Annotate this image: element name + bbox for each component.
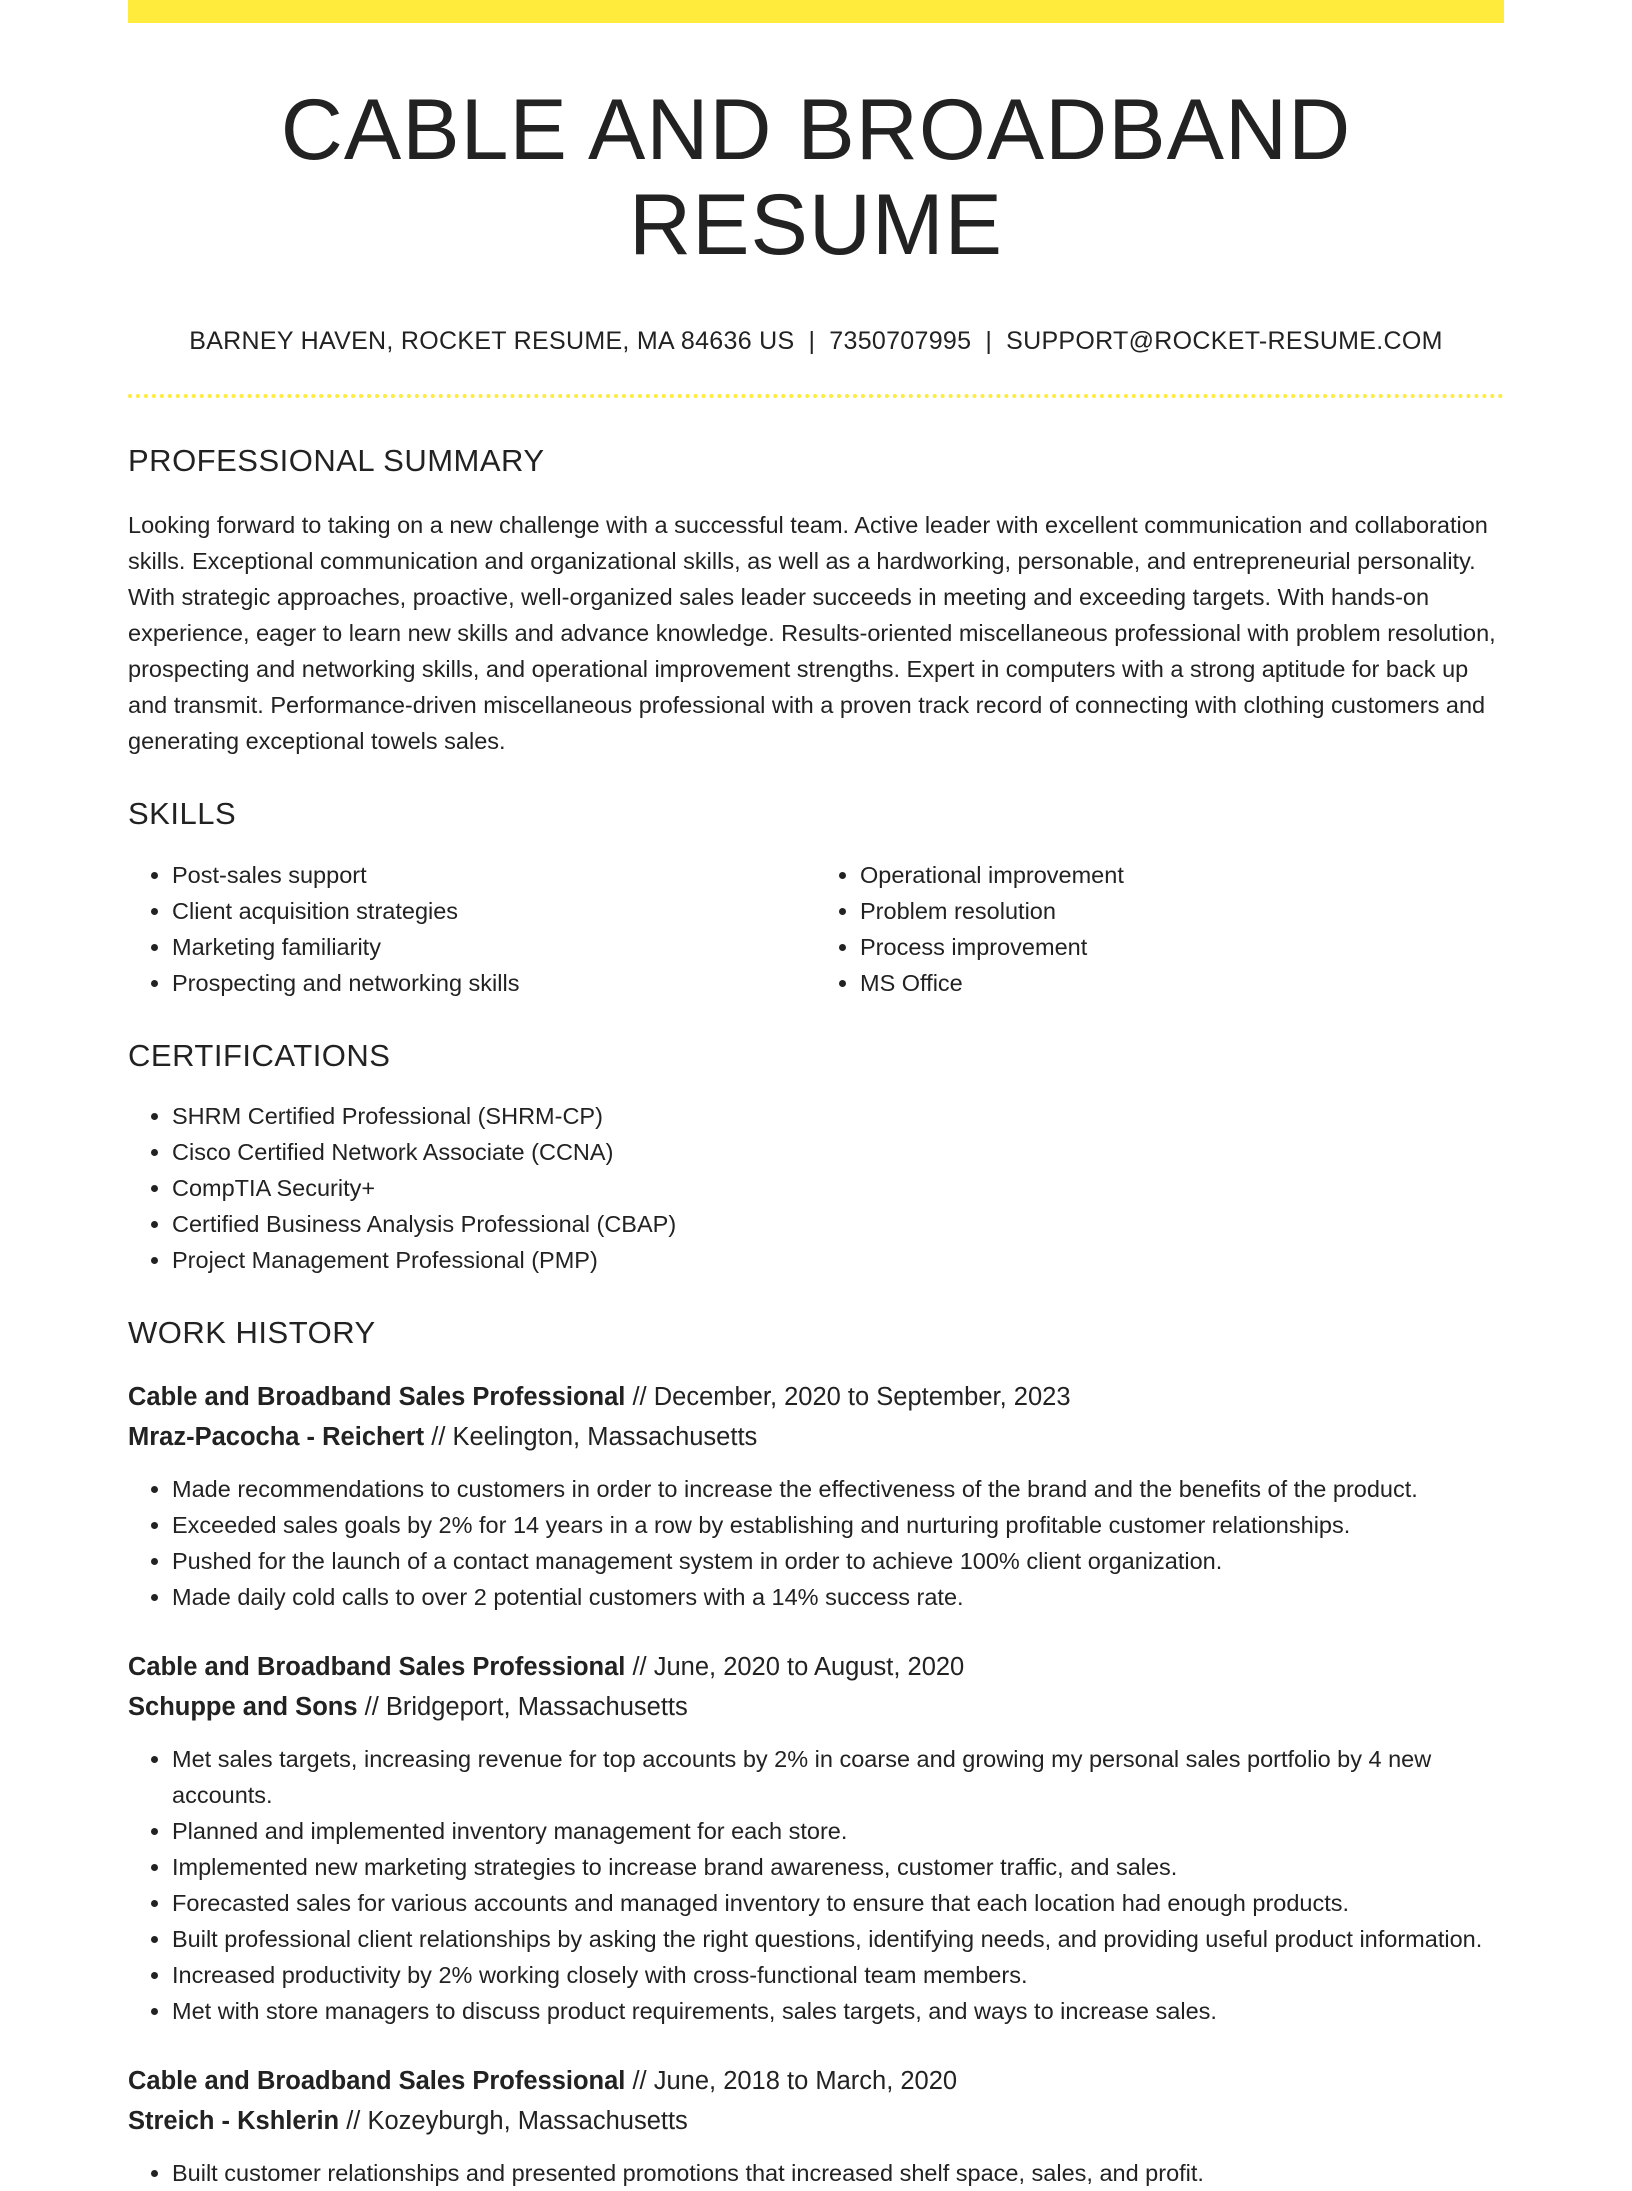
job-title-line <box>128 1647 1504 1687</box>
top-accent-bar <box>128 0 1504 23</box>
job-location: // Bridgeport, Massachusetts <box>357 1692 688 1721</box>
job-title-line <box>128 1377 1504 1417</box>
certification-item: • CompTIA Security+ <box>172 1170 1504 1206</box>
job-bullet: • Exceeded sales goals by 2% for 14 years in a row by establishing and nurturing profitable customer relationships. <box>172 1507 1504 1543</box>
skill-item: • Operational improvement <box>860 857 1504 893</box>
job-company: Mraz-Pacocha - Reichert <box>128 1422 425 1451</box>
certification-item: • Certified Business Analysis Professional (CBAP) <box>172 1206 1504 1242</box>
certification-item: • Project Management Professional (PMP) <box>172 1242 1504 1278</box>
job-bullet: • Met with store managers to discuss product requirements, sales targets, and ways to increase sales. <box>172 1993 1504 2029</box>
work-history-heading: WORK HISTORY <box>128 1314 376 1350</box>
summary-text: Looking forward to taking on a new challenge with a successful team. Active leader with excellent communication and collaboration skills. Exceptional communication and organizational skills, as well as a hardworking, personable, and entrepreneurial personality. With strategic approaches, proactive, well-organized sales leader succeeds in meeting and exceeding targets. With hands-on experience, eager to learn new skills and advance knowledge. Results-oriented miscellaneous professional with problem resolution, prospecting and networking skills, and operational improvement strengths. Expert in computers with a strong aptitude for back up and transmit. Performance-driven miscellaneous professional with a proven track record of connecting with clothing customers and generating exceptional towels sales. <box>128 512 1496 755</box>
job-title: Cable and Broadband Sales Professional <box>128 1382 626 1411</box>
job-company-line <box>128 1417 1504 1457</box>
skill-item: • Post-sales support <box>172 857 816 893</box>
job-dates: // June, 2018 to March, 2020 <box>625 2066 958 2095</box>
job-dates: // June, 2020 to August, 2020 <box>625 1652 965 1681</box>
job-bullets <box>128 1471 1504 1615</box>
job-bullet: • Forecasted sales for various accounts and managed inventory to ensure that each location had enough products. <box>172 1885 1504 1921</box>
resume-title: CABLE AND BROADBAND RESUME <box>280 82 1352 273</box>
job-bullet: • Implemented new marketing strategies to increase brand awareness, customer traffic, and sales. <box>172 1849 1504 1885</box>
resume-page <box>128 0 1504 2191</box>
job-entry <box>128 1647 1504 2029</box>
job-dates: // December, 2020 to September, 2023 <box>625 1382 1071 1411</box>
certification-item: • Cisco Certified Network Associate (CCNA) <box>172 1134 1504 1170</box>
summary-heading: PROFESSIONAL SUMMARY <box>128 443 545 479</box>
job-bullet: • Increased productivity by 2% working closely with cross-functional team members. <box>172 1957 1504 1993</box>
job-bullet: • Planned and implemented inventory management for each store. <box>172 1813 1504 1849</box>
certifications-heading: CERTIFICATIONS <box>128 1037 391 1073</box>
skills-section <box>128 795 1504 1000</box>
skills-heading: SKILLS <box>128 796 237 832</box>
contact-line <box>128 326 1504 356</box>
job-bullets <box>128 1741 1504 2029</box>
job-bullet: • Made recommendations to customers in order to increase the effectiveness of the brand and the benefits of the product. <box>172 1471 1504 1507</box>
certifications-list <box>128 1098 1504 1278</box>
certification-item: • SHRM Certified Professional (SHRM-CP) <box>172 1098 1504 1134</box>
job-entry <box>128 1377 1504 1615</box>
job-location: // Kozeyburgh, Massachusetts <box>339 2106 688 2135</box>
job-company: Streich - Kshlerin <box>128 2106 340 2135</box>
contact-address: BARNEY HAVEN, ROCKET RESUME, MA 84636 US <box>189 327 795 356</box>
job-bullet: • Met sales targets, increasing revenue for top accounts by 2% in coarse and growing my personal sales portfolio by 4 new accounts. <box>172 1741 1504 1813</box>
job-bullet: • Pushed for the launch of a contact management system in order to achieve 100% client organization. <box>172 1543 1504 1579</box>
job-location: // Keelington, Massachusetts <box>424 1422 758 1451</box>
summary-section <box>128 442 1504 759</box>
contact-separator: | <box>985 327 993 356</box>
job-bullet: • Made daily cold calls to over 2 potential customers with a 14% success rate. <box>172 1579 1504 1615</box>
job-entry <box>128 2061 1504 2191</box>
job-title: Cable and Broadband Sales Professional <box>128 2066 626 2095</box>
job-title: Cable and Broadband Sales Professional <box>128 1652 626 1681</box>
work-history-section <box>128 1314 1504 2191</box>
job-bullets <box>128 2155 1504 2191</box>
skills-list-left <box>128 857 816 1001</box>
contact-separator: | <box>808 327 816 356</box>
skill-item: • Process improvement <box>860 929 1504 965</box>
skills-columns <box>128 857 1504 1001</box>
skill-item: • Problem resolution <box>860 893 1504 929</box>
skill-item: • Marketing familiarity <box>172 929 816 965</box>
skill-item: • Prospecting and networking skills <box>172 965 816 1001</box>
job-company-line <box>128 2101 1504 2141</box>
job-title-line <box>128 2061 1504 2101</box>
contact-email[interactable]: SUPPORT@ROCKET-RESUME.COM <box>1006 327 1443 356</box>
contact-phone[interactable]: 7350707995 <box>829 327 972 356</box>
job-company: Schuppe and Sons <box>128 1692 358 1721</box>
header-divider <box>128 394 1504 398</box>
job-company-line <box>128 1687 1504 1727</box>
skills-list-right <box>816 857 1504 1001</box>
certifications-section <box>128 1037 1504 1278</box>
job-bullet: • Built customer relationships and presented promotions that increased shelf space, sales, and profit. <box>172 2155 1504 2191</box>
skill-item: • Client acquisition strategies <box>172 893 816 929</box>
job-bullet: • Built professional client relationships by asking the right questions, identifying needs, and providing useful product information. <box>172 1921 1504 1957</box>
skill-item: • MS Office <box>860 965 1504 1001</box>
